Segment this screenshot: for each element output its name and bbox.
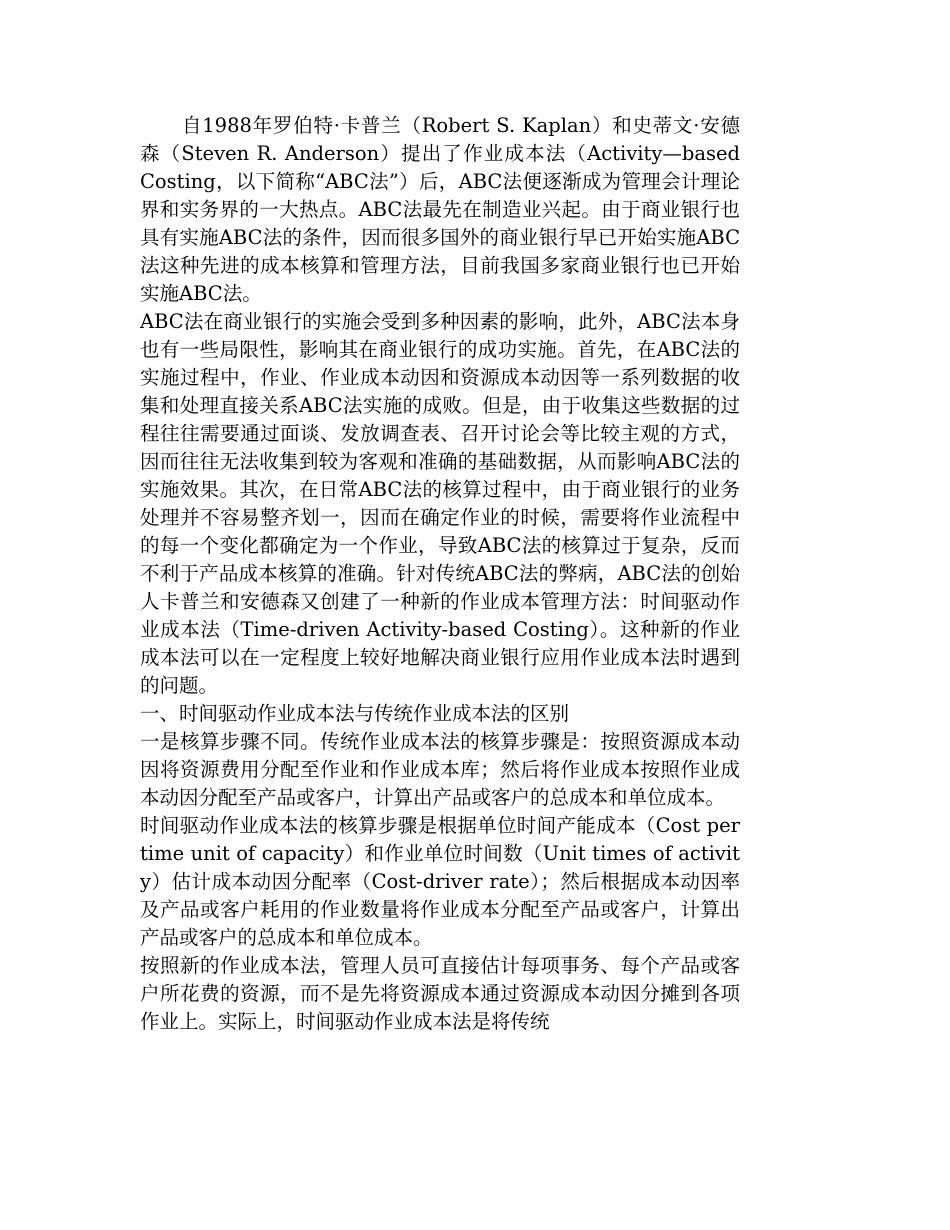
paragraph-steps-time-driven: 时间驱动作业成本法的核算步骤是根据单位时间产能成本（Cost per time unit of capacity）和作业单位时间数（Unit times of activity）估计成本动因分配率（Cost-driver rate）；然后根据成本动因率及产品或客户耗用的作业数量将作业成本分配至产品或客户，计算出产品或客户的总成本和单位成本。 [140, 814, 740, 949]
paragraph-intro: 自1988年罗伯特·卡普兰（Robert S. Kaplan）和史蒂文·安德森（Steven R. Anderson）提出了作业成本法（Activity—based Costing，以下简称“ABC法”）后，ABC法便逐渐成为管理会计理论界和实务界的一大热点。ABC法最先在制造业兴起。由于商业银行也具有实施ABC法的条件，因而很多国外的商业银行早已开始实施ABC法这种先进的成本核算和管理方法，目前我国多家商业银行也已开始实施ABC法。 [140, 114, 740, 305]
document-body [140, 112, 740, 1036]
paragraph-new-method: 按照新的作业成本法，管理人员可直接估计每项事务、每个产品或客户所花费的资源，而不是先将资源成本通过资源成本动因分摊到各项作业上。实际上，时间驱动作业成本法是将传统 [140, 954, 740, 1033]
paragraph-limitations: ABC法在商业银行的实施会受到多种因素的影响，此外，ABC法本身也有一些局限性，影响其在商业银行的成功实施。首先，在ABC法的实施过程中，作业、作业成本动因和资源成本动因等一系列数据的收集和处理直接关系ABC法实施的成败。但是，由于收集这些数据的过程往往需要通过面谈、发放调查表、召开讨论会等比较主观的方式，因而往往无法收集到较为客观和准确的基础数据，从而影响ABC法的实施效果。其次，在日常ABC法的核算过程中，由于商业银行的业务处理并不容易整齐划一，因而在确定作业的时候，需要将作业流程中的每一个变化都确定为一个作业，导致ABC法的核算过于复杂，反而不利于产品成本核算的准确。针对传统ABC法的弊病，ABC法的创始人卡普兰和安德森又创建了一种新的作业成本管理方法：时间驱动作业成本法（Time-driven Activity-based Costing）。这种新的作业成本法可以在一定程度上较好地解决商业银行应用作业成本法时遇到的问题。 [140, 310, 740, 697]
paragraph-steps-traditional: 一是核算步骤不同。传统作业成本法的核算步骤是：按照资源成本动因将资源费用分配至作业和作业成本库；然后将作业成本按照作业成本动因分配至产品或客户，计算出产品或客户的总成本和单位成本。 [140, 730, 740, 809]
section-heading: 一、时间驱动作业成本法与传统作业成本法的区别 [140, 702, 570, 725]
